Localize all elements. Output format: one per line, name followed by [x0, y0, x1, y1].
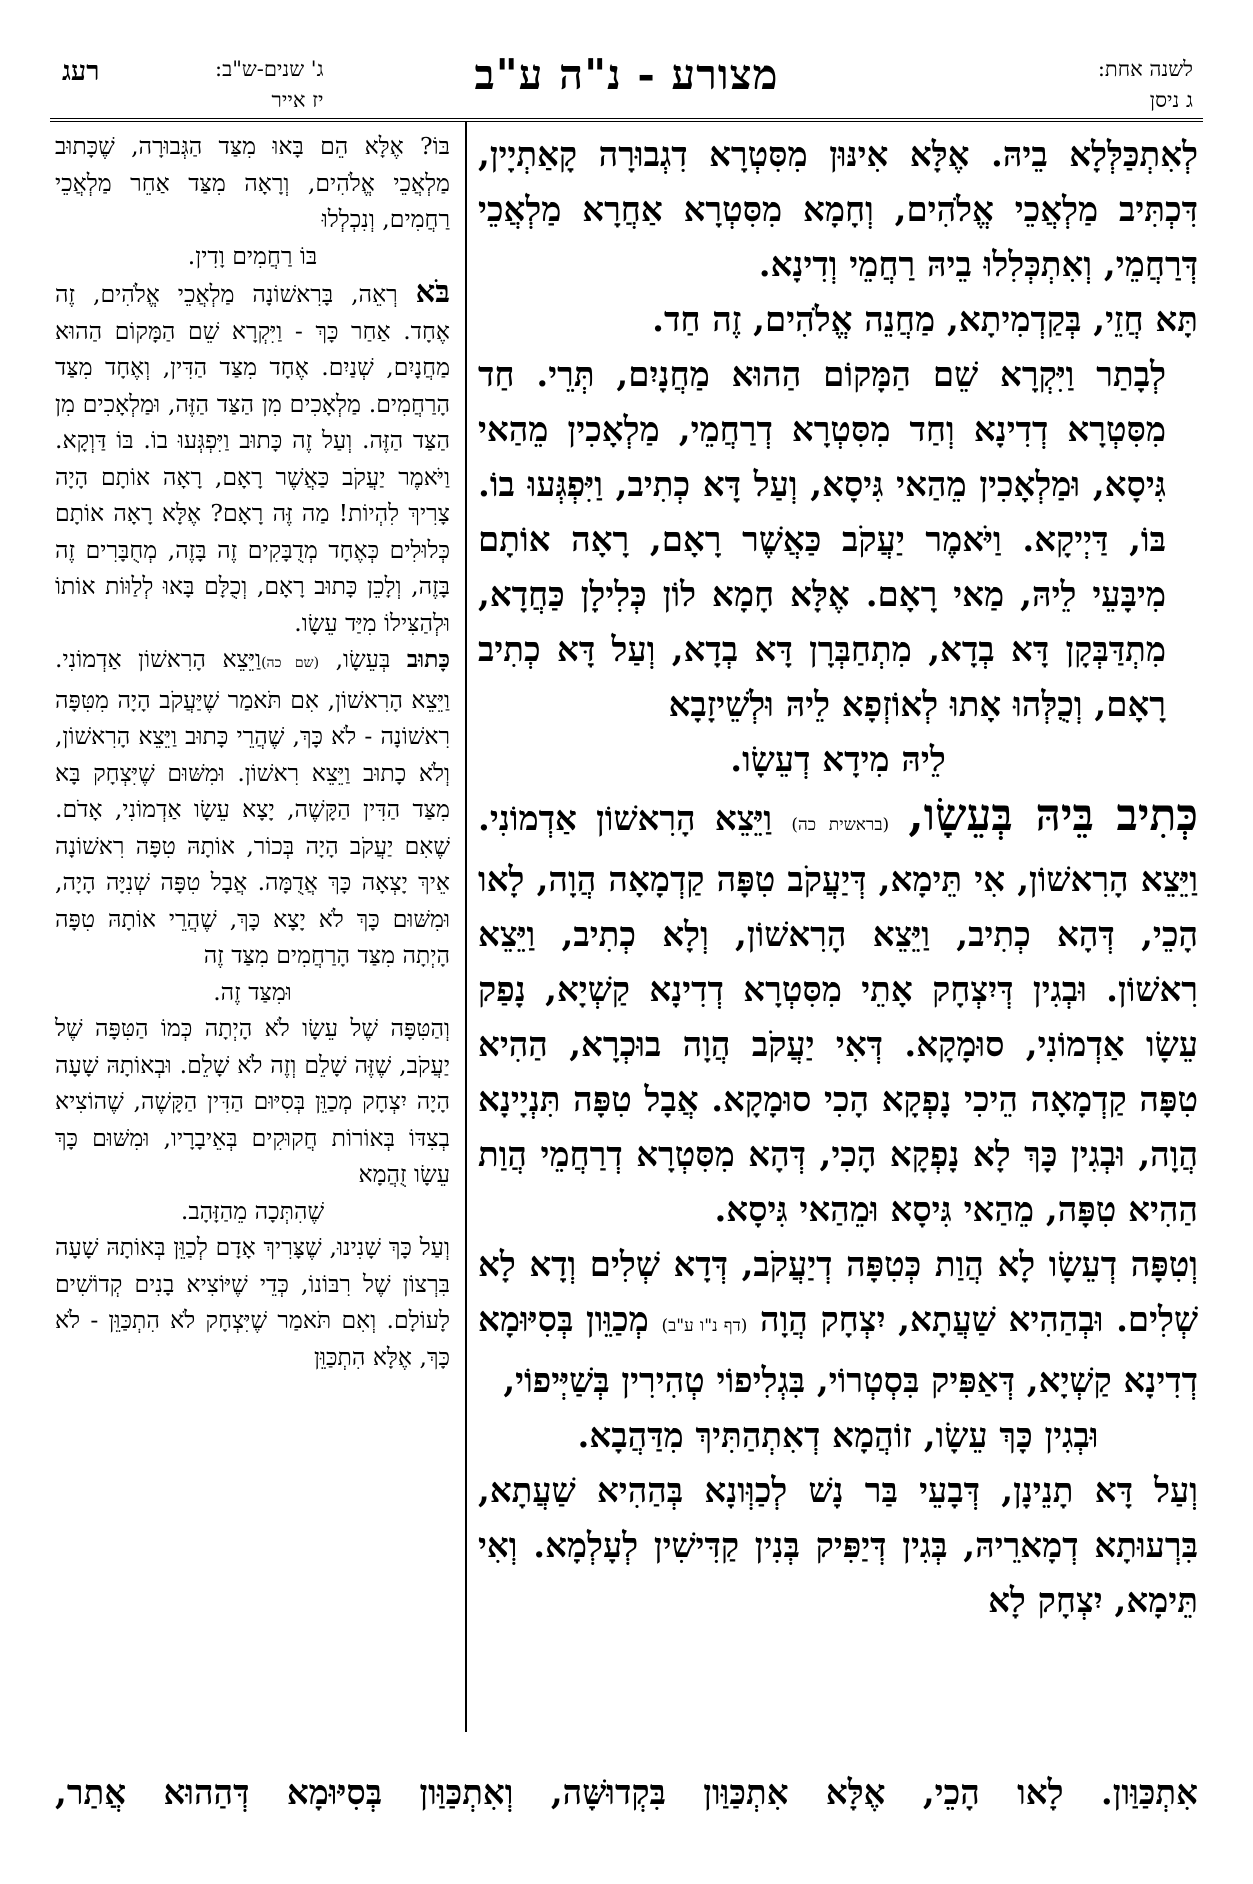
side-paragraph-end: בּוֹ רַחֲמִים וָדִין.	[187, 241, 318, 270]
side-paragraph-opening: כָּתוּב	[406, 645, 450, 673]
side-paragraph-end: וּמִצַּד זֶה.	[213, 977, 292, 1006]
main-paragraph: לְבָתַר וַיִּקְרָא שֵׁם הַמָּקוֹם הַהוּא מַחֲנָיִם, תְּרֵי. חַד מִסִּטְרָא דְדִינָא וְחַד מִסִּטְרָא דְרַחֲמֵי, מַלְאָכִין מֵהַאי גִּיסָא, וּמַלְאָכִין מֵהַאי גִּיסָא, וְעַל דָּא כְתִיב, וַיִּפְגְּעוּ בוֹ. בּוֹ, דַּיְיקָא. וַיֹּאמֶר יַעֲקֹב כַּאֲשֶׁר רָאָם, רָאָה אוֹתָם מִיבָּעֵי לֵיהּ, מַאי רָאָם. אֶלָּא חָמָא לוֹן כְּלִילָן כַּחֲדָא, מִתְדַּבְּקָן דָּא בְדָא, מִתְחַבְּרָן דָּא בְדָא, וְעַל דָּא כְתִיב רָאָם, וְכֻלְּהוּ אָתוּ לְאוֹזְפָא לֵיהּ וּלְשֵׁיזָבָא	[478, 355, 1166, 725]
main-paragraph	[478, 1238, 1198, 1409]
main-paragraph-text: וַיֵּצֵא הָרִאשׁוֹן אַדְמוֹנִי. וַיֵּצֵא הָרִאשׁוֹן, אִי תֵּימָא, דְּיַעֲקֹב טִפָּה קַדְמָאָה הֲוָה, לָאו הָכֵי, דְּהָא כְתִיב, וַיֵּצֵא הָרִאשׁוֹן, וְלָא כְתִיב, וַיֵּצֵא רִאשׁוֹן. וּבְגִין דְּיִצְחָק אָתֵי מִסִּטְרָא דְדִינָא קַשְׁיָא, נָפַק עֵשָׂו אַדְמוֹנִי, סוּמָקָא. דְּאִי יַעֲקֹב הֲוָה בוּכְרָא, הַהִיא טִפָּה קַדְמָאָה הֵיכִי נָפְקָא הָכִי סוּמָקָא. אֲבָל טִפָּה תִּנְיָינָא הֲוָה, וּבְגִין כָּךְ לָא נָפְקָא הָכִי, דְּהָא מִסִּטְרָא דְרַחֲמֵי הֲוַת הַהִיא טִפָּה, מֵהַאי גִּיסָא וּמֵהַאי גִּיסָא.	[478, 799, 1198, 1230]
side-paragraph-end: שֶׁהִתְּכָה מֵהַזָּהָב.	[180, 1196, 325, 1225]
side-paragraph-text: רְאֵה, בָּרִאשׁוֹנָה מַלְאֲכֵי אֱלֹהִים, זֶה אֶחָד. אַחַר כָּךְ - וַיִּקְרָא שֵׁם הַמָּקוֹם הַהוּא מַחֲנָיִם, שְׁנַיִם. אֶחָד מִצַּד הַדִּין, וְאֶחָד מִצַּד הָרַחֲמִים. מַלְאָכִים מִן הַצַּד הַזֶּה, וּמַלְאָכִים מִן הַצַּד הַזֶּה. וְעַל זֶה כָּתוּב וַיִּפְגְּעוּ בוֹ. בּוֹ דַּוְקָא. וַיֹּאמֶר יַעֲקֹב כַּאֲשֶׁר רָאָם, רָאָה אוֹתָם הָיָה צָרִיךְ לִהְיוֹת! מַה זֶּה רָאָם? אֶלָּא רָאָה אוֹתָם כְּלוּלִים כְּאֶחָד מְדֻבָּקִים זֶה בָּזֶה, מְחֻבָּרִים זֶה בָּזֶה, וְלָכֵן כָּתוּב רָאָם, וְכֻלָּם בָּאוּ לְלַוּוֹת אוֹתוֹ וּלְהַצִּילוֹ מִיַּד עֵשָׂו.	[55, 280, 450, 637]
main-paragraph-text: מְכַוֵּון בְּסִיּוּמָא דְדִינָא קַשְׁיָא, דְּאַפִּיק בִּסְטְרוֹי, בִּגְלִיפוֹי טְהִירִין בְּשַׁיְּיפוֹי,	[478, 1300, 1198, 1401]
page-number: רעג	[62, 56, 100, 87]
header-schedule-date-2: יז אייר	[271, 88, 324, 112]
side-paragraph: בּוֹ? אֶלָּא הֵם בָּאוּ מִצַּד הַגְּבוּרָה, שֶׁכָּתוּב מַלְאֲכֵי אֱלֹהִים, וְרָאָה מִצַּד אַחֵר מַלְאֲכֵי רַחֲמִים, וְנִכְלְלוּ	[55, 132, 450, 233]
source-reference: (בראשית כה)	[791, 815, 890, 835]
page-title: מצורע - נ"ה ע"ב	[474, 50, 779, 99]
main-paragraph: תָּא חֲזֵי, בְּקַדְמִיתָא, מַחֲנֵה אֱלֹהִים, זֶה חַד.	[652, 300, 1198, 340]
side-paragraph: וְעַל כָּךְ שָׁנִינוּ, שֶׁצָּרִיךְ אָדָם לְכַוֵּן בְּאוֹתָהּ שָׁעָה בִּרְצוֹן שֶׁל רִבּוֹנוֹ, כְּדֵי שֶׁיּוֹצִיא בָנִים קְדוֹשִׁים לָעוֹלָם. וְאִם תֹּאמַר שֶׁיִּצְחָק לֹא הִתְכַּוֵּן - לֹא כָּךְ, אֶלָּא הִתְכַּוֵּן	[55, 1233, 450, 1371]
side-paragraph: וְהַטִּפָּה שֶׁל עֵשָׂו לֹא הָיְתָה כְּמוֹ הַטִּפָּה שֶׁל יַעֲקֹב, שֶׁזֶּה שָׁלֵם וְזֶה לֹא שָׁלֵם. וּבְאוֹתָהּ שָׁעָה הָיָה יִצְחָק מְכַוֵּן בְּסִיּוּם הַדִּין הַקָּשֶׁה, שֶׁהוֹצִיא בְצִדּוֹ בְּאוֹרוֹת חֲקוּקִים בְּאֵיבָרָיו, וּמִשּׁוּם כָּךְ עֵשָׂו זֻהֲמָא	[55, 1014, 450, 1188]
column-divider	[465, 122, 467, 1732]
side-paragraph	[55, 641, 450, 974]
main-paragraph-end: לֵיהּ מִידָא דְעֵשָׂו.	[730, 740, 946, 780]
main-paragraph	[478, 788, 1198, 1238]
header-divider	[50, 118, 1203, 122]
main-paragraph: וְעַל דָּא תָנֵינָן, דְּבָעֵי בַּר נָשׁ לְכַוְּונָא בְּהַהִיא שַׁעֲתָא, בִּרְעוּתָא דְמָארֵיהּ, בְּגִין דְּיַפִּיק בְּנִין קַדִּישִׁין לְעָלְמָא. וְאִי תֵּימָא, יִצְחָק לָא	[478, 1471, 1198, 1621]
header-schedule-date: ג ניסן	[1149, 88, 1193, 112]
continuation-line: אִתְכַּוַּון. לָאו הָכֵי, אֶלָּא אִתְכַּוַּון בִּקְדוּשָּׁה, וְאִתְכַּוַּון בְּסִיּוּמָא דְּהַהוּא אֲתַר,	[55, 1773, 1198, 1813]
source-reference: (שם כה)	[261, 655, 320, 671]
translation-column	[55, 128, 450, 1746]
header-schedule-label: לשנה אחת:	[1097, 57, 1193, 81]
main-paragraph-end: וּבְגִין כָּךְ עֵשָׂו, זוֹהֲמָא דְאִתְהַתִּיךְ מִדַּהֲבָא.	[577, 1416, 1099, 1456]
side-paragraph-text: בְּעֵשָׂו,	[335, 645, 391, 673]
header-schedule-label-2: ג' שנים-ש"ב:	[215, 57, 324, 81]
side-paragraph-opening: בֹּא	[415, 274, 450, 310]
main-paragraph-text: וְטִפָּה דְעֵשָׂו לָא הֲוַת כְּטִפָּה דְיַעֲקֹב, דְּדָא שְׁלִים וְדָא לָא שְׁלִים. וּבְהַהִיא שַׁעֲתָא, יִצְחָק הֲוָה	[478, 1245, 1199, 1340]
header-study-schedule-three-years	[215, 54, 324, 116]
side-paragraph-text: וַיֵּצֵא הָרִאשׁוֹן אַדְמוֹנִי. וַיֵּצֵא הָרִאשׁוֹן, אִם תֹּאמַר שֶׁיַּעֲקֹב הָיָה מִטִּפָּה רִאשׁוֹנָה - לֹא כָּךְ, שֶׁהֲרֵי כָּתוּב וַיֵּצֵא הָרִאשׁוֹן, וְלֹא כָתוּב וַיֵּצֵא רִאשׁוֹן. וּמִשּׁוּם שֶׁיִּצְחָק בָּא מִצַּד הַדִּין הַקָּשֶׁה, יָצָא עֵשָׂו אַדְמוֹנִי, אָדֹם. שֶׁאִם יַעֲקֹב הָיָה בְּכוֹר, אוֹתָהּ טִפָּה רִאשׁוֹנָה אֵיךְ יָצְאָה כָּךְ אֲדֻמָּה. אֲבָל טִפָּה שְׁנִיָּה הָיָה, וּמִשּׁוּם כָּךְ לֹא יָצָא כָּךְ, שֶׁהֲרֵי אוֹתָהּ טִפָּה הָיְתָה מִצַּד הָרַחֲמִים מִצַּד זֶה	[55, 645, 450, 969]
main-paragraph: לְאִתְכַּלְּלָא בֵיהּ. אֶלָּא אִינּוּן מִסִּטְרָא דִגְבוּרָה קָאַתְיָין, דִּכְתִּיב מַלְאֲכֵי אֱלֹהִים, וְחָמָא מִסִּטְרָא אַחֲרָא מַלְאֲכֵי דְּרַחֲמֵי, וְאִתְכְּלִלוּ בֵיהּ רַחֲמֵי וְדִינָא.	[478, 135, 1198, 285]
main-paragraph-opening: כְּתִיב בֵּיהּ בְּעֵשָׂו,	[908, 789, 1198, 841]
folio-reference: (דף נ"ו ע"ב)	[661, 1316, 748, 1336]
side-paragraph	[55, 274, 450, 641]
main-text-column	[478, 128, 1198, 1746]
